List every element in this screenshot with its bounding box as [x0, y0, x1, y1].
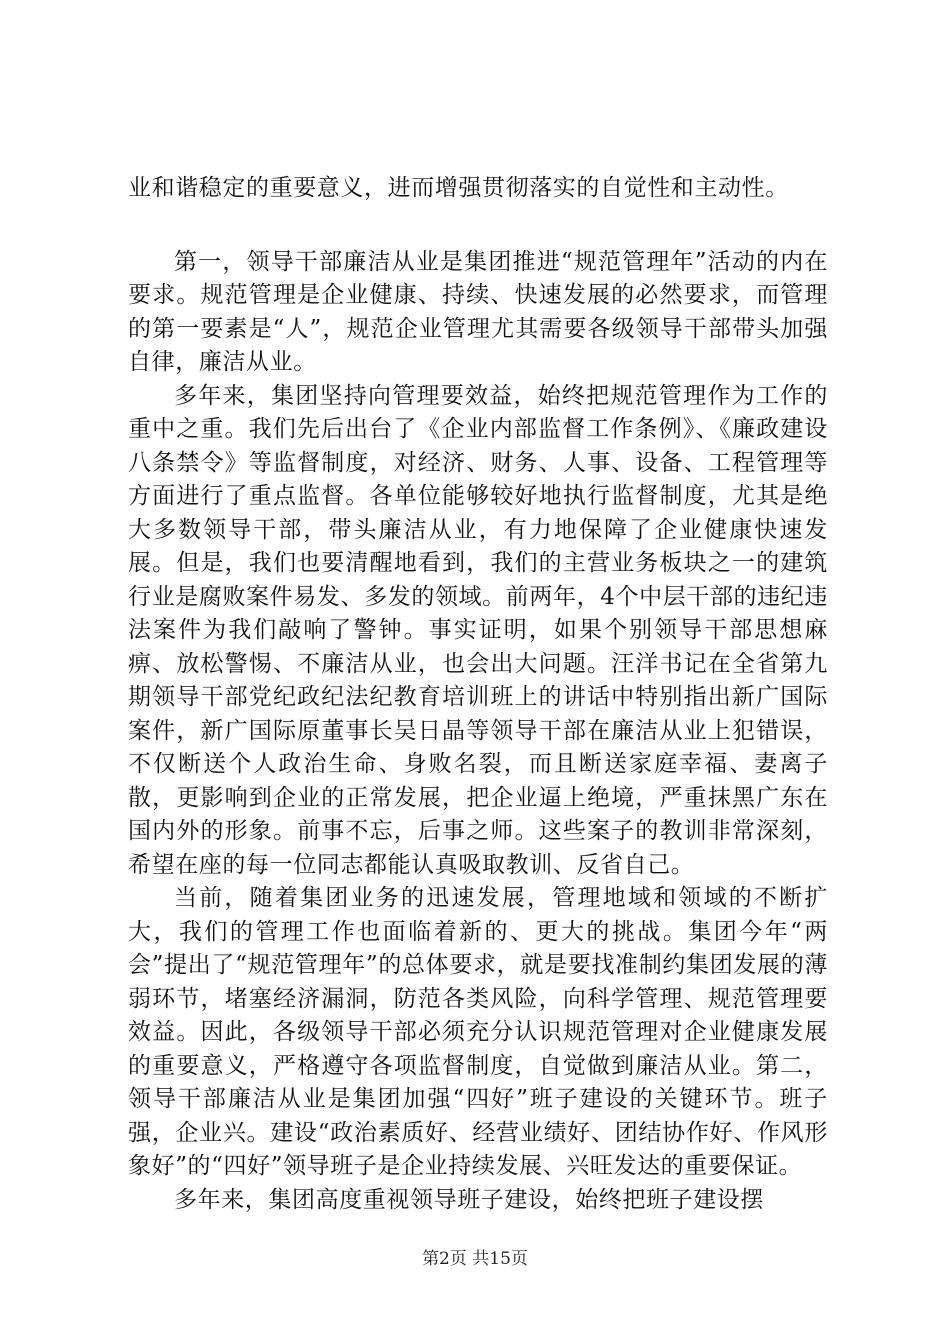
- continued-line: 业和谐稳定的重要意义，进而增强贯彻落实的自觉性和主动性。: [128, 175, 789, 201]
- document-body: [128, 172, 828, 1217]
- paragraph-gap: [128, 206, 828, 246]
- paragraph-4: 多年来，集团高度重视领导班子建设，始终把班子建设摆: [174, 1186, 764, 1213]
- paragraph-2: 多年来，集团坚持向管理要效益，始终把规范管理作为工作的重中之重。我们先后出台了《企业内部监督工作条例》、《廉政建设八条禁令》等监督制度，对经济、财务、人事、设备、工程管理等方面进行了重点监督。各单位能够较好地执行监督制度，尤其是绝大多数领导干部，带头廉洁从业，有力地保障了企业健康快速发展。但是，我们也要清醒地看到，我们的主营业务板块之一的建筑行业是腐败案件易发、多发的领域。前两年，4个中层干部的违纪违法案件为我们敲响了警钟。事实证明，如果个别领导干部思想麻痹、放松警惕、不廉洁从业，也会出大问题。汪洋书记在全省第九期领导干部党纪政纪法纪教育培训班上的讲话中特别指出新广国际案件，新广国际原董事长吴日晶等领导干部在廉洁从业上犯错误，不仅断送个人政治生命、身败名裂，而且断送家庭幸福、妻离子散，更影响到企业的正常发展，把企业逼上绝境，严重抹黑广东在国内外的形象。前事不忘，后事之师。这些案子的教训非常深刻，希望在座的每一位同志都能认真吸取教训、反省自己。: [128, 382, 828, 878]
- paragraph-3: 当前，随着集团业务的迅速发展，管理地域和领域的不断扩大，我们的管理工作也面临着新的、更大的挑战。集团今年“两会”提出了“规范管理年”的总体要求，就是要找准制约集团发展的薄弱环节，堵塞经济漏洞，防范各类风险，向科学管理、规范管理要效益。因此，各级领导干部必须充分认识规范管理对企业健康发展的重要意义，严格遵守各项监督制度，自觉做到廉洁从业。第二，领导干部廉洁从业是集团加强“四好”班子建设的关键环节。班子强，企业兴。建设“政治素质好、经营业绩好、团结协作好、作风形象好”的“四好”领导班子是企业持续发展、兴旺发达的重要保证。: [128, 885, 828, 1179]
- page-number-footer: 第2页 共15页: [422, 1249, 528, 1269]
- paragraph-1: 第一，领导干部廉洁从业是集团推进“规范管理年”活动的内在要求。规范管理是企业健康、持续、快速发展的必然要求，而管理的第一要素是“人”，规范企业管理尤其需要各级领导干部带头加强自律，廉洁从业。: [128, 248, 828, 375]
